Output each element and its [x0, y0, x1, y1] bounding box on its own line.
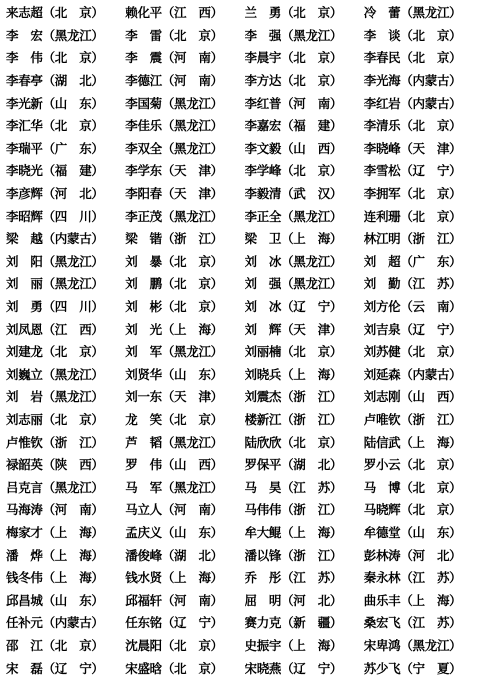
roster-entry: 李晨宇（北 京） [244, 50, 343, 66]
roster-entry: 沈晨阳（北 京） [125, 637, 223, 653]
roster-row [6, 453, 483, 476]
roster-row [6, 227, 483, 250]
roster-entry: 马 昊（江 苏） [244, 479, 343, 495]
roster-row [6, 611, 483, 634]
roster-entry: 刘晓兵（上 海） [244, 366, 343, 382]
roster-entry: 李晓峰（天 津） [363, 140, 462, 156]
roster-row [6, 24, 483, 47]
roster-entry: 梁 锴（浙 江） [125, 231, 223, 247]
roster-entry: 苏少飞（宁 夏） [363, 660, 462, 676]
roster-entry: 刘志丽（北 京） [6, 411, 104, 427]
roster-entry: 李雪松（辽 宁） [363, 163, 462, 179]
roster-entry: 冷 蕾（黑龙江） [363, 5, 462, 21]
roster-entry: 李 震（河 南） [125, 50, 223, 66]
roster-entry: 来志超（北 京） [6, 5, 104, 21]
roster-entry: 刘 超（广 东） [363, 253, 462, 269]
roster-entry: 刘志刚（山 西） [363, 389, 462, 405]
roster-entry: 刘一东（天 津） [125, 389, 223, 405]
roster-entry: 钱冬伟（上 海） [6, 570, 104, 586]
roster-entry: 潘 烨（上 海） [6, 547, 104, 563]
roster-entry: 李正全（黑龙江） [244, 208, 343, 224]
roster-entry: 刘 暴（北 京） [125, 253, 223, 269]
roster-entry: 李红普（河 南） [244, 95, 343, 111]
roster-entry: 刘方伦（云 南） [363, 299, 462, 315]
roster-row [6, 114, 483, 137]
roster-entry: 李 伟（北 京） [6, 50, 104, 66]
roster-entry: 李光新（山 东） [6, 95, 104, 111]
roster-entry: 刘 岩（黑龙江） [6, 389, 104, 405]
roster-entry: 李春民（北 京） [363, 50, 462, 66]
roster-entry: 李 宏（黑龙江） [6, 27, 104, 43]
roster-entry: 罗保平（湖 北） [244, 457, 343, 473]
roster-entry: 连利珊（北 京） [363, 208, 462, 224]
roster-row [6, 340, 483, 363]
roster-entry: 任东铭（辽 宁） [125, 615, 223, 631]
roster-entry: 楼新江（浙 江） [244, 411, 343, 427]
roster-entry: 李 谈（北 京） [363, 27, 462, 43]
roster-entry: 桑宏飞（江 苏） [363, 615, 462, 631]
roster-row [6, 498, 483, 521]
roster-entry: 牟德堂（山 东） [363, 524, 462, 540]
roster-entry: 邱福轩（河 南） [125, 592, 223, 608]
roster-entry: 孟庆义（山 东） [125, 524, 223, 540]
roster-entry: 李正茂（黑龙江） [125, 208, 223, 224]
roster-entry: 梁 卫（上 海） [244, 231, 343, 247]
roster-entry: 李 强（黑龙江） [244, 27, 343, 43]
roster-row [6, 317, 483, 340]
roster-entry: 李春亭（湖 北） [6, 73, 104, 89]
roster-entry: 李德江（河 南） [125, 73, 223, 89]
roster-row [6, 475, 483, 498]
roster-entry: 潘以锋（浙 江） [244, 547, 343, 563]
roster-entry: 吕克言（黑龙江） [6, 479, 104, 495]
roster-entry: 李光海（内蒙古） [363, 73, 462, 89]
roster-entry: 秦永林（江 苏） [363, 570, 462, 586]
roster-entry: 刘 军（黑龙江） [125, 344, 223, 360]
roster-row [6, 91, 483, 114]
roster-entry: 李学峰（北 京） [244, 163, 343, 179]
roster-row [6, 159, 483, 182]
roster-entry: 刘 辉（天 津） [244, 321, 343, 337]
roster-entry: 宋卑鸿（黑龙江） [363, 637, 462, 653]
roster-entry: 刘 彬（北 京） [125, 299, 223, 315]
roster-row [6, 430, 483, 453]
roster-row [6, 182, 483, 205]
roster-row [6, 385, 483, 408]
roster-entry: 邵 江（北 京） [6, 637, 104, 653]
roster-row [6, 1, 483, 24]
roster-entry: 刘震杰（浙 江） [244, 389, 343, 405]
roster-entry: 林江明（浙 江） [363, 231, 462, 247]
roster-entry: 李彦辉（河 北） [6, 186, 104, 202]
roster-row [6, 295, 483, 318]
roster-entry: 钱水贤（上 海） [125, 570, 223, 586]
roster-entry: 李嘉宏（福 建） [244, 118, 343, 134]
roster-entry: 陆信武（上 海） [363, 434, 462, 450]
roster-entry: 刘丽楠（北 京） [244, 344, 343, 360]
roster-row [6, 566, 483, 589]
roster-entry: 乔 彤（江 苏） [244, 570, 343, 586]
roster-row [6, 363, 483, 386]
roster-entry: 史振宇（上 海） [244, 637, 343, 653]
roster-row [6, 46, 483, 69]
roster-entry: 李红岩（内蒙古） [363, 95, 462, 111]
roster-entry: 李双全（黑龙江） [125, 140, 223, 156]
roster-row [6, 543, 483, 566]
roster-entry: 赛力克（新 疆） [244, 615, 343, 631]
roster-entry: 赖化平（江 西） [125, 5, 223, 21]
roster-entry: 李 雷（北 京） [125, 27, 223, 43]
roster-entry: 李瑞平（广 东） [6, 140, 104, 156]
roster-entry: 罗 伟（山 西） [125, 457, 223, 473]
roster-entry: 刘凤恩（江 西） [6, 321, 104, 337]
roster-entry: 卢唯钦（浙 江） [363, 411, 462, 427]
roster-entry: 李晓光（福 建） [6, 163, 104, 179]
roster-entry: 李学东（天 津） [125, 163, 223, 179]
roster-entry: 刘吉泉（辽 宁） [363, 321, 462, 337]
roster-entry: 刘贤华（山 东） [125, 366, 223, 382]
roster-entry: 马海涛（河 南） [6, 502, 104, 518]
roster-row [6, 69, 483, 92]
roster-entry: 李国菊（黑龙江） [125, 95, 223, 111]
roster-entry: 李文毅（山 西） [244, 140, 343, 156]
roster-entry: 李阳春（天 津） [125, 186, 223, 202]
roster-entry: 刘 勇（四 川） [6, 299, 104, 315]
roster-entry: 邱昌城（山 东） [6, 592, 104, 608]
roster-entry: 屈 明（河 北） [244, 592, 343, 608]
roster-row [6, 521, 483, 544]
roster-entry: 宋晓燕（辽 宁） [244, 660, 343, 676]
roster-entry: 李清乐（北 京） [363, 118, 462, 134]
roster-entry: 刘建龙（北 京） [6, 344, 104, 360]
roster-row [6, 634, 483, 657]
roster-entry: 刘 冰（辽 宁） [244, 299, 343, 315]
roster-entry: 龙 笑（北 京） [125, 411, 223, 427]
roster-entry: 刘 强（黑龙江） [244, 276, 343, 292]
roster-entry: 刘延森（内蒙古） [363, 366, 462, 382]
roster-entry: 彭林涛（河 北） [363, 547, 462, 563]
roster-entry: 潘俊峰（湖 北） [125, 547, 223, 563]
roster-entry: 李方达（北 京） [244, 73, 343, 89]
roster-entry: 兰 勇（北 京） [244, 5, 343, 21]
roster-row [6, 272, 483, 295]
roster-entry: 马立人（河 南） [125, 502, 223, 518]
roster-entry: 马晓辉（北 京） [363, 502, 462, 518]
roster-entry: 梁 越（内蒙古） [6, 231, 104, 247]
roster-entry: 刘 丽（黑龙江） [6, 276, 104, 292]
roster-entry: 芦 韬（黑龙江） [125, 434, 223, 450]
roster-entry: 曲乐丰（上 海） [363, 592, 462, 608]
roster-entry: 禄韶英（陕 西） [6, 457, 104, 473]
roster-entry: 宋盛晗（北 京） [125, 660, 223, 676]
roster-row [6, 137, 483, 160]
roster-entry: 刘 冰（黑龙江） [244, 253, 343, 269]
roster-entry: 刘 阳（黑龙江） [6, 253, 104, 269]
roster-entry: 李佳乐（黑龙江） [125, 118, 223, 134]
roster-entry: 李昭辉（四 川） [6, 208, 104, 224]
roster-entry: 李拥军（北 京） [363, 186, 462, 202]
roster-entry: 刘 勤（江 苏） [363, 276, 462, 292]
roster-entry: 刘苏健（北 京） [363, 344, 462, 360]
roster-entry: 刘巍立（黑龙江） [6, 366, 104, 382]
roster-entry: 宋 磊（辽 宁） [6, 660, 104, 676]
roster-entry: 马伟伟（浙 江） [244, 502, 343, 518]
roster-entry: 牟大鲲（上 海） [244, 524, 343, 540]
roster-entry: 马 军（黑龙江） [125, 479, 223, 495]
roster-row [6, 588, 483, 611]
roster-row [6, 250, 483, 273]
roster-entry: 李毅清（武 汉） [244, 186, 343, 202]
roster-entry: 刘 光（上 海） [125, 321, 223, 337]
roster-entry: 梅家才（上 海） [6, 524, 104, 540]
roster-entry: 罗小云（北 京） [363, 457, 462, 473]
roster-entry: 马 博（北 京） [363, 479, 462, 495]
roster-row [6, 204, 483, 227]
roster-entry: 任补元（内蒙古） [6, 615, 104, 631]
roster-row [6, 656, 483, 679]
roster-entry: 卢惟钦（浙 江） [6, 434, 104, 450]
roster-entry: 李汇华（北 京） [6, 118, 104, 134]
roster-row [6, 408, 483, 431]
roster-entry: 刘 鹏（北 京） [125, 276, 223, 292]
roster-entry: 陆欣欣（北 京） [244, 434, 343, 450]
